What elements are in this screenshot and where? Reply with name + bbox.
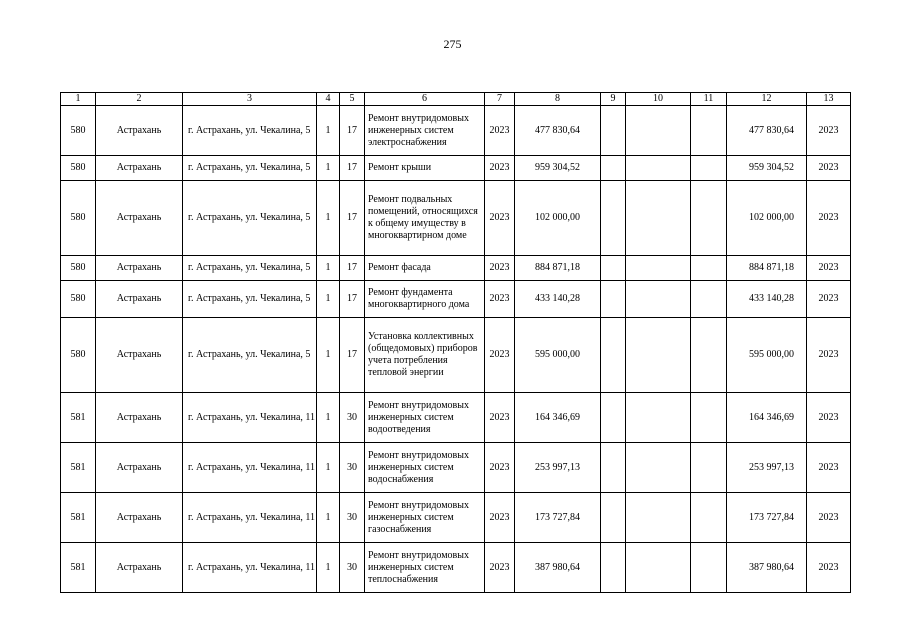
owner-funds-cell: 595 000,00 — [727, 318, 807, 393]
column-9-cell — [601, 181, 626, 256]
total-cost-cell: 102 000,00 — [515, 181, 601, 256]
total-cost-cell: 253 997,13 — [515, 443, 601, 493]
work-type-cell: Ремонт внутридомовых инженерных систем водоснабжения — [365, 443, 485, 493]
year-cell: 2023 — [485, 256, 515, 281]
column-4-cell: 1 — [317, 156, 340, 181]
table-row — [61, 156, 851, 181]
column-10-cell — [626, 281, 691, 318]
work-type-cell: Ремонт внутридомовых инженерных систем теплоснабжения — [365, 543, 485, 593]
address-cell: г. Астрахань, ул. Чекалина, 5 — [183, 156, 317, 181]
work-type-cell: Ремонт крыши — [365, 156, 485, 181]
total-cost-cell: 173 727,84 — [515, 493, 601, 543]
table-row — [61, 256, 851, 281]
municipality-cell: Астрахань — [96, 443, 183, 493]
column-10-cell — [626, 156, 691, 181]
municipality-cell: Астрахань — [96, 493, 183, 543]
municipality-cell: Астрахань — [96, 156, 183, 181]
column-10-cell — [626, 543, 691, 593]
column-5-cell: 30 — [340, 543, 365, 593]
table-row — [61, 318, 851, 393]
column-number: 5 — [340, 93, 365, 106]
column-9-cell — [601, 443, 626, 493]
total-cost-cell: 164 346,69 — [515, 393, 601, 443]
table-row — [61, 181, 851, 256]
column-number: 11 — [691, 93, 727, 106]
column-4-cell: 1 — [317, 318, 340, 393]
column-10-cell — [626, 393, 691, 443]
work-type-cell: Ремонт подвальных помещений, относящихся к общему имуществу в многоквартирном доме — [365, 181, 485, 256]
row-number-cell: 581 — [61, 543, 96, 593]
column-number: 10 — [626, 93, 691, 106]
column-5-cell: 17 — [340, 318, 365, 393]
table-row — [61, 106, 851, 156]
register-table — [60, 92, 851, 593]
column-5-cell: 17 — [340, 281, 365, 318]
column-5-cell: 30 — [340, 443, 365, 493]
column-11-cell — [691, 493, 727, 543]
column-4-cell: 1 — [317, 256, 340, 281]
total-cost-cell: 595 000,00 — [515, 318, 601, 393]
municipality-cell: Астрахань — [96, 393, 183, 443]
column-9-cell — [601, 393, 626, 443]
row-number-cell: 580 — [61, 281, 96, 318]
municipality-cell: Астрахань — [96, 106, 183, 156]
year-cell: 2023 — [485, 443, 515, 493]
column-5-cell: 17 — [340, 256, 365, 281]
column-9-cell — [601, 493, 626, 543]
year-cell: 2023 — [485, 156, 515, 181]
column-number: 9 — [601, 93, 626, 106]
row-number-cell: 581 — [61, 493, 96, 543]
completion-year-cell: 2023 — [807, 393, 851, 443]
column-9-cell — [601, 256, 626, 281]
address-cell: г. Астрахань, ул. Чекалина, 11 — [183, 443, 317, 493]
column-4-cell: 1 — [317, 393, 340, 443]
year-cell: 2023 — [485, 543, 515, 593]
column-5-cell: 30 — [340, 393, 365, 443]
table-row — [61, 493, 851, 543]
page-number: 275 — [443, 37, 462, 51]
column-4-cell: 1 — [317, 493, 340, 543]
owner-funds-cell: 884 871,18 — [727, 256, 807, 281]
work-type-cell: Ремонт внутридомовых инженерных систем электроснабжения — [365, 106, 485, 156]
year-cell: 2023 — [485, 318, 515, 393]
column-number-row — [61, 93, 851, 106]
column-5-cell: 17 — [340, 106, 365, 156]
completion-year-cell: 2023 — [807, 256, 851, 281]
column-number: 1 — [61, 93, 96, 106]
column-10-cell — [626, 256, 691, 281]
column-11-cell — [691, 256, 727, 281]
year-cell: 2023 — [485, 106, 515, 156]
address-cell: г. Астрахань, ул. Чекалина, 5 — [183, 281, 317, 318]
address-cell: г. Астрахань, ул. Чекалина, 5 — [183, 256, 317, 281]
column-number: 4 — [317, 93, 340, 106]
column-number: 13 — [807, 93, 851, 106]
work-type-cell: Установка коллективных (общедомовых) приборов учета потребления тепловой энергии — [365, 318, 485, 393]
table-row — [61, 393, 851, 443]
column-10-cell — [626, 443, 691, 493]
row-number-cell: 581 — [61, 443, 96, 493]
year-cell: 2023 — [485, 281, 515, 318]
completion-year-cell: 2023 — [807, 106, 851, 156]
owner-funds-cell: 253 997,13 — [727, 443, 807, 493]
completion-year-cell: 2023 — [807, 181, 851, 256]
address-cell: г. Астрахань, ул. Чекалина, 11 — [183, 393, 317, 443]
total-cost-cell: 387 980,64 — [515, 543, 601, 593]
column-4-cell: 1 — [317, 281, 340, 318]
work-type-cell: Ремонт внутридомовых инженерных систем газоснабжения — [365, 493, 485, 543]
column-9-cell — [601, 543, 626, 593]
column-10-cell — [626, 493, 691, 543]
column-11-cell — [691, 106, 727, 156]
column-number: 3 — [183, 93, 317, 106]
column-9-cell — [601, 156, 626, 181]
owner-funds-cell: 102 000,00 — [727, 181, 807, 256]
address-cell: г. Астрахань, ул. Чекалина, 11 — [183, 543, 317, 593]
municipality-cell: Астрахань — [96, 281, 183, 318]
column-9-cell — [601, 281, 626, 318]
column-10-cell — [626, 106, 691, 156]
total-cost-cell: 884 871,18 — [515, 256, 601, 281]
column-number: 6 — [365, 93, 485, 106]
column-11-cell — [691, 543, 727, 593]
column-5-cell: 30 — [340, 493, 365, 543]
municipality-cell: Астрахань — [96, 181, 183, 256]
column-number: 12 — [727, 93, 807, 106]
column-11-cell — [691, 281, 727, 318]
column-5-cell: 17 — [340, 181, 365, 256]
owner-funds-cell: 433 140,28 — [727, 281, 807, 318]
work-type-cell: Ремонт фасада — [365, 256, 485, 281]
total-cost-cell: 959 304,52 — [515, 156, 601, 181]
municipality-cell: Астрахань — [96, 256, 183, 281]
municipality-cell: Астрахань — [96, 318, 183, 393]
completion-year-cell: 2023 — [807, 318, 851, 393]
owner-funds-cell: 173 727,84 — [727, 493, 807, 543]
column-11-cell — [691, 443, 727, 493]
column-number: 8 — [515, 93, 601, 106]
total-cost-cell: 433 140,28 — [515, 281, 601, 318]
row-number-cell: 580 — [61, 256, 96, 281]
completion-year-cell: 2023 — [807, 281, 851, 318]
year-cell: 2023 — [485, 393, 515, 443]
column-4-cell: 1 — [317, 181, 340, 256]
column-10-cell — [626, 181, 691, 256]
column-11-cell — [691, 393, 727, 443]
column-4-cell: 1 — [317, 543, 340, 593]
work-type-cell: Ремонт внутридомовых инженерных систем водоотведения — [365, 393, 485, 443]
owner-funds-cell: 477 830,64 — [727, 106, 807, 156]
owner-funds-cell: 164 346,69 — [727, 393, 807, 443]
column-9-cell — [601, 106, 626, 156]
table-row — [61, 281, 851, 318]
address-cell: г. Астрахань, ул. Чекалина, 5 — [183, 318, 317, 393]
column-4-cell: 1 — [317, 106, 340, 156]
completion-year-cell: 2023 — [807, 493, 851, 543]
completion-year-cell: 2023 — [807, 543, 851, 593]
owner-funds-cell: 959 304,52 — [727, 156, 807, 181]
row-number-cell: 580 — [61, 106, 96, 156]
row-number-cell: 580 — [61, 318, 96, 393]
completion-year-cell: 2023 — [807, 156, 851, 181]
year-cell: 2023 — [485, 493, 515, 543]
column-5-cell: 17 — [340, 156, 365, 181]
column-4-cell: 1 — [317, 443, 340, 493]
municipality-cell: Астрахань — [96, 543, 183, 593]
owner-funds-cell: 387 980,64 — [727, 543, 807, 593]
table-row — [61, 443, 851, 493]
row-number-cell: 581 — [61, 393, 96, 443]
column-10-cell — [626, 318, 691, 393]
work-type-cell: Ремонт фундамента многоквартирного дома — [365, 281, 485, 318]
year-cell: 2023 — [485, 181, 515, 256]
column-11-cell — [691, 156, 727, 181]
column-number: 2 — [96, 93, 183, 106]
total-cost-cell: 477 830,64 — [515, 106, 601, 156]
column-11-cell — [691, 318, 727, 393]
column-9-cell — [601, 318, 626, 393]
address-cell: г. Астрахань, ул. Чекалина, 11 — [183, 493, 317, 543]
row-number-cell: 580 — [61, 156, 96, 181]
column-number: 7 — [485, 93, 515, 106]
completion-year-cell: 2023 — [807, 443, 851, 493]
table-row — [61, 543, 851, 593]
address-cell: г. Астрахань, ул. Чекалина, 5 — [183, 181, 317, 256]
address-cell: г. Астрахань, ул. Чекалина, 5 — [183, 106, 317, 156]
column-11-cell — [691, 181, 727, 256]
row-number-cell: 580 — [61, 181, 96, 256]
